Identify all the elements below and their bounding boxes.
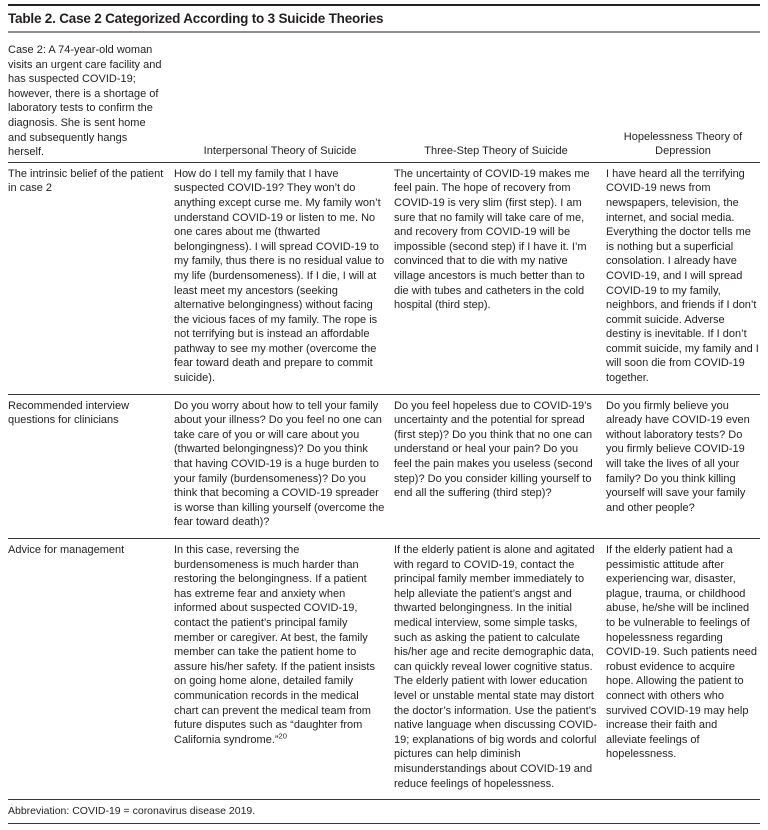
cell-intrinsic-hopelessness: I have heard all the terrifying COVID-19 news from newspapers, television, the internet, and social media. Everything the doctor tells me is nothing but a superficial consolation. I already have COVID-19, and I will spread COVID-19 to my family, neighbors, and friends if I don’t commit suicide. Adverse destiny is inevitable. If I don’t commit suicide, my family and I will soon die from COVID-19 together.: [606, 167, 759, 385]
row-label-intrinsic-belief: The intrinsic belief of the patient in case 2: [8, 167, 164, 195]
cell-questions-three-step: Do you feel hopeless due to COVID-19’s uncertainty and the potential for spread (first step)? Do you think that no one can understand or heal your pain? Do you feel the pain makes you useless (second step)? Do you consider killing yourself to end all the suffering (third step)?: [394, 399, 593, 500]
cell-questions-interpersonal: Do you worry about how to tell your family about your illness? Do you feel no one can take care of you or will care about you (thwarted belongingness)? Do you think that having COVID-19 is a huge burden to your family (burdensomeness)? Do you think that becoming a COVID-19 spreader is worse than killing yourself (overcome the fear toward death)?: [174, 399, 385, 529]
cell-intrinsic-three-step: The uncertainty of COVID-19 makes me feel pain. The hope of recovery from COVID-19 is very slim (first step). I am sure that no family will take care of me, and recovery from COVID-19 will be impossible (second step) if I have it. I’m convinced that to die with my native village ancestors is much better than to die with tubes and catheters in the cold hospital (third step).: [394, 167, 590, 312]
cell-advice-three-step: If the elderly patient is alone and agitated with regard to COVID-19, contact the principal family member immediately to help alleviate the patient’s angst and thwarted belongingness. In the initial medical interview, some simple tasks, such as asking the patient to calculate his/her age and recite demographic data, can quickly reveal lower cognitive status. The elderly patient with lower education level or unstable mental state may distort the doctor’s information. Use the patient’s native language when discussing COVID-19; explanations of big words and colorful pictures can help diminish misunderstandings about COVID-19 and reduce feelings of hopelessness.: [394, 544, 598, 790]
table-header-row: [8, 33, 760, 162]
row-label-interview-questions: Recommended interview questions for clinicians: [8, 399, 130, 427]
cell-advice-interpersonal: [174, 543, 386, 791]
row-label-advice-management: Advice for management: [8, 544, 125, 556]
footnote-reference: 20: [278, 731, 287, 741]
column-header-three-step: Three-Step Theory of Suicide: [424, 145, 568, 158]
case-description: Case 2: A 74-year-old woman visits an urgent care facility and has suspected COVID-19; however, there is a shortage of laboratory tests to confirm the diagnosis. She is sent home and subsequently hangs herself.: [8, 44, 162, 159]
table-title: Table 2. Case 2 Categorized According to 3 Suicide Theories: [8, 11, 384, 26]
column-header-interpersonal: Interpersonal Theory of Suicide: [203, 145, 357, 158]
cell-intrinsic-interpersonal: How do I tell my family that I have suspected COVID-19? They won’t do anything except curse me. My family won’t understand COVID-19 or listen to me. No one cares about me (thwarted belongingness). I will spread COVID-19 to my family, thus there is no residual value to my life (burdensomeness). If I die, I will at least meet my ancestors (seeking alternative belongingness) without facing the vicious faces of my family. The rope is not terrifying but is instead an affordable pathway to see my mother (overcome the fear toward death and prepare to commit suicide).: [174, 167, 385, 385]
table-row-intrinsic-belief: [8, 163, 760, 394]
table-row-advice-management: [8, 539, 760, 799]
table-row-interview-questions: [8, 395, 760, 538]
column-header-hopelessness: Hopelessness Theory of Depression: [623, 130, 743, 158]
cell-advice-hopelessness: If the elderly patient had a pessimistic attitude after experiencing war, disaster, plague, trauma, or childhood abuse, he/she will be inclined to be vulnerable to feelings of hopelessness regarding COVID-19. Such patients need robust evidence to acquire hope. Allowing the patient to connect with others who survived COVID-19 may help increase their faith and alleviate feelings of hopelessness.: [606, 544, 758, 761]
cell-questions-hopelessness: Do you firmly believe you already have COVID-19 even without laboratory tests? Do you firmly believe COVID-19 will take the lives of all your family? Do you think killing yourself will save your family and other people?: [606, 399, 750, 514]
abbreviation-note: Abbreviation: COVID-19 = coronavirus disease 2019.: [8, 805, 256, 818]
cell-advice-interpersonal-text: In this case, reversing the burdensomeness is much harder than restoring the belongingness. If a patient has extreme fear and anxiety when informed about suspected COVID-19, contact the patient’s principal family member or caregiver. At best, the family member can take the patient home to assure his/her safety. If the patient insists on going home alone, detailed family communication records in the medical chart can prevent the medical team from future disputes such as “daughter from California syndrome.”: [174, 544, 375, 746]
bottom-rule: [8, 823, 760, 824]
